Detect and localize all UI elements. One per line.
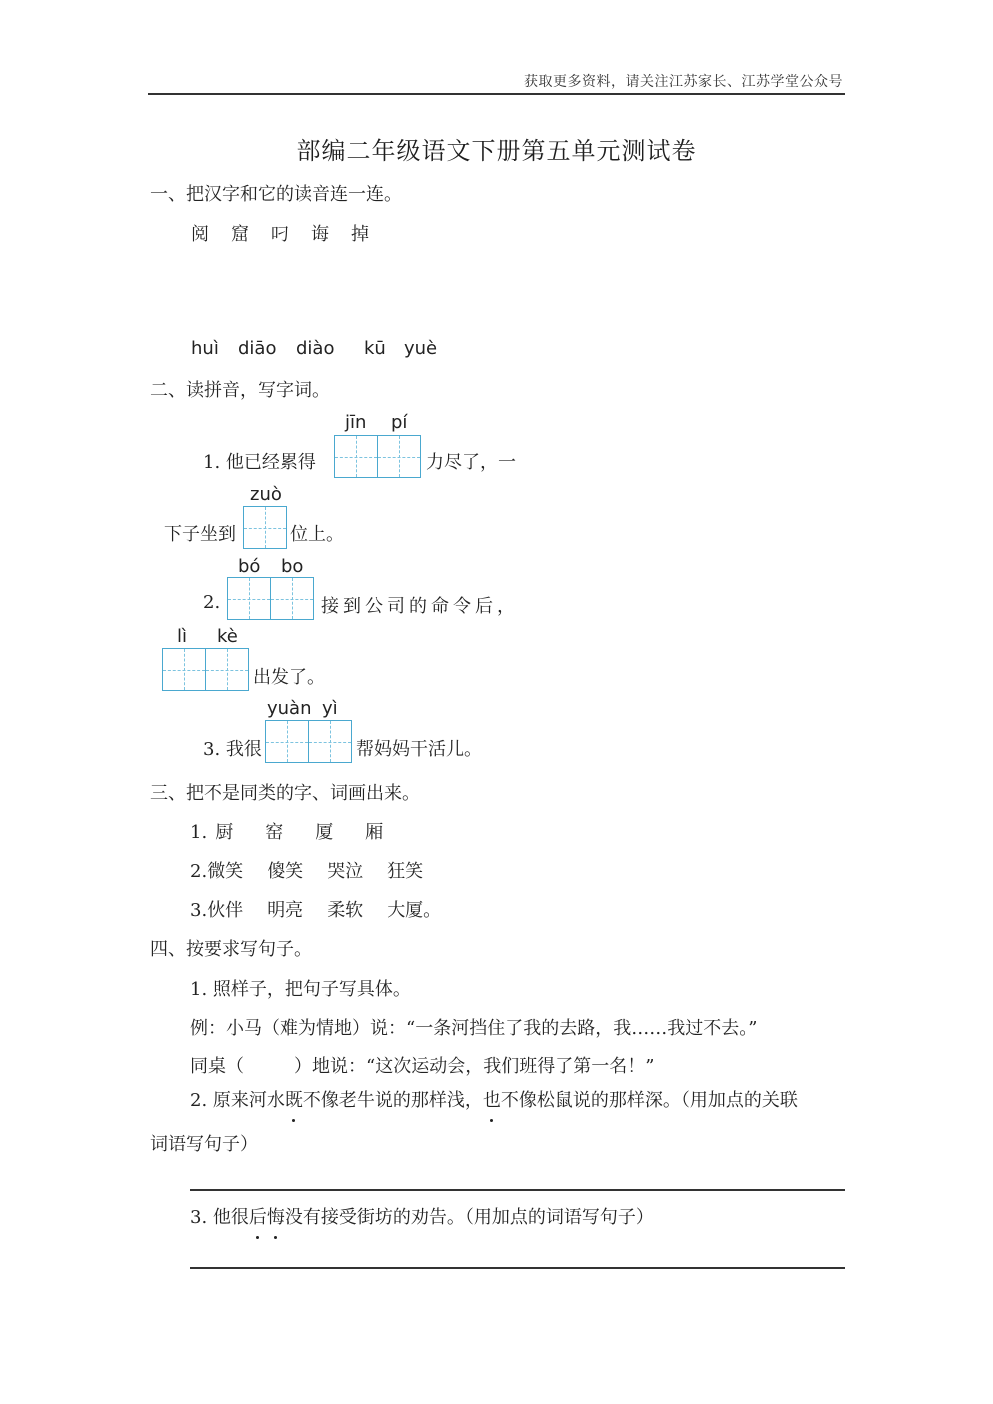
s4-q2-seg1: 2. 原来河水 (190, 1090, 285, 1111)
s4-q1-prompt-before: 同桌（ (190, 1056, 244, 1077)
char-3: 叼 (271, 224, 289, 245)
s4-q2-dotted-word: 也 (483, 1086, 501, 1112)
q2-line2-after: 出发了。 (253, 667, 325, 688)
s3-q3-word: 伙伴 (207, 900, 244, 921)
grid-cell[interactable] (266, 721, 308, 762)
s3-q1-word: 厦 (315, 822, 334, 843)
s4-q2-seg3: 不像松鼠说的那样深。（用加点的关联 (500, 1090, 798, 1111)
q3-pinyin-b: yì (322, 698, 338, 719)
s3-q1-word: 窑 (265, 822, 284, 843)
q1-line2-before: 下子坐到 (164, 524, 236, 545)
s4-q1-label: 1. 照样子，把句子写具体。 (190, 979, 411, 1000)
s3-q2-number: 2. (190, 861, 208, 882)
pinyin-2: diāo (238, 338, 277, 359)
q1-text-after: 力尽了，一 (426, 452, 516, 473)
s3-q1-word: 厨 (215, 822, 234, 843)
q2-pinyin-b: bo (281, 556, 304, 577)
grid-cell[interactable] (377, 436, 420, 477)
pinyin-5: yuè (404, 338, 438, 359)
grid-cell[interactable] (205, 649, 248, 690)
q1-pinyin-a: jīn (345, 412, 367, 433)
s4-q2-line2: 词语写句子） (150, 1134, 258, 1155)
s3-q3-word: 柔软 (327, 900, 364, 921)
s4-q1-example: 例：小马（难为情地）说：“一条河挡住了我的去路，我……我过不去。” (190, 1018, 758, 1039)
s3-q1-word: 厢 (365, 822, 384, 843)
page-title: 部编二年级语文下册第五单元测试卷 (296, 137, 697, 165)
grid-cell[interactable] (244, 507, 286, 548)
pinyin-row (191, 338, 437, 359)
q1-writing-grid-2[interactable] (243, 506, 287, 549)
char-4: 诲 (311, 224, 329, 245)
s4-q3-dotted-word: 悔 (267, 1203, 285, 1229)
q3-writing-grid[interactable] (265, 720, 352, 763)
s3-q1 (190, 818, 383, 844)
char-5: 掉 (351, 224, 369, 245)
q2-text-after: 接到公司的命令后， (321, 596, 519, 617)
grid-cell[interactable] (163, 649, 205, 690)
q2-number: 2. (203, 592, 221, 613)
s4-q3-dotted-word: 后 (249, 1203, 267, 1229)
s3-q1-number: 1. (190, 822, 208, 843)
pinyin-1: huì (191, 338, 219, 359)
grid-cell[interactable] (308, 721, 351, 762)
s4-q3-seg2: 没有接受街坊的劝告。（用加点的词语写句子） (284, 1207, 654, 1228)
section-2-heading: 二、读拼音，写字词。 (150, 380, 330, 401)
s4-q2-seg2: 不像老牛说的那样浅， (302, 1090, 483, 1111)
q1-pinyin-b: pí (391, 412, 408, 433)
section-1-heading: 一、把汉字和它的读音连一连。 (150, 184, 402, 205)
q3-pinyin-a: yuàn (267, 698, 312, 719)
s3-q3-word: 大厦。 (387, 900, 442, 921)
grid-cell[interactable] (228, 578, 270, 619)
q1-line2-after: 位上。 (290, 524, 344, 545)
s3-q2-word: 狂笑 (387, 861, 424, 882)
s4-q1-prompt-after: ）地说：“这次运动会，我们班得了第一名！” (294, 1056, 655, 1077)
s4-q1-prompt (190, 1052, 654, 1078)
q2-pinyin-d: kè (217, 626, 238, 647)
s3-q2-word: 微笑 (207, 861, 244, 882)
s3-q2-word: 哭泣 (327, 861, 364, 882)
s4-q2-dotted-word: 既 (285, 1086, 303, 1112)
q3-text-before: 3. 我很 (203, 739, 262, 760)
s4-q2-line1 (190, 1086, 798, 1112)
q1-writing-grid[interactable] (334, 435, 421, 478)
s4-q3-line (190, 1203, 654, 1229)
pinyin-4: kū (364, 338, 386, 359)
s3-q2 (190, 857, 423, 883)
grid-cell[interactable] (335, 436, 377, 477)
answer-line-2[interactable] (190, 1267, 845, 1269)
q1-pinyin-c: zuò (250, 484, 282, 505)
q2-writing-grid-2[interactable] (162, 648, 249, 691)
section-4-heading: 四、按要求写句子。 (150, 939, 312, 960)
char-1: 阅 (191, 224, 209, 245)
q3-text-after: 帮妈妈干活儿。 (356, 739, 482, 760)
q2-pinyin-c: lì (177, 626, 188, 647)
q2-pinyin-a: bó (238, 556, 261, 577)
header-note: 获取更多资料，请关注江苏家长、江苏学堂公众号 (524, 74, 843, 90)
header-rule (148, 93, 845, 95)
q2-writing-grid[interactable] (227, 577, 314, 620)
answer-line-1[interactable] (190, 1189, 845, 1191)
char-row (191, 220, 391, 246)
char-2: 窟 (231, 224, 249, 245)
grid-cell[interactable] (270, 578, 313, 619)
s3-q2-word: 傻笑 (267, 861, 304, 882)
s3-q3 (190, 896, 441, 922)
q1-text-before: 1. 他已经累得 (203, 452, 316, 473)
s4-q3-seg1: 3. 他很 (190, 1207, 249, 1228)
pinyin-3: diào (296, 338, 335, 359)
section-3-heading: 三、把不是同类的字、词画出来。 (150, 783, 420, 804)
s3-q3-word: 明亮 (267, 900, 304, 921)
s3-q3-number: 3. (190, 900, 208, 921)
